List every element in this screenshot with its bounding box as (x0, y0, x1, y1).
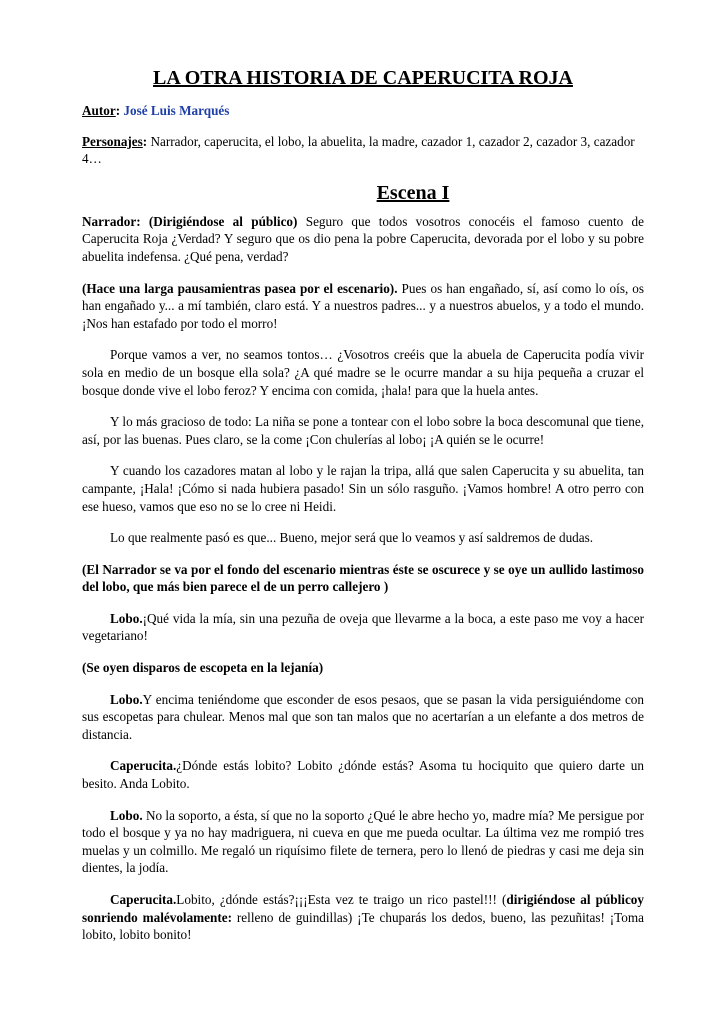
paragraph-lobo-2 (82, 691, 644, 744)
characters-line: Personajes: Narrador, caperucita, el lobo, la abuelita, la madre, cazador 1, cazador 2, cazador 3, cazador 4… (82, 133, 635, 167)
paragraph-caperucita-2-text-b: relleno de guindillas) ¡Te chuparás los dedos, bueno, las pezuñitas! ¡Toma lobito, lobito bonito! (82, 909, 645, 943)
paragraph-2-text: Pues os han engañado, sí, así como lo oís, os han engañado y... a mí también, claro está. Y a nuestros padres... y a nuestros abuelos, y a todo el mundo. ¡Nos han estafado por todo el morro! (82, 280, 645, 331)
stage-direction: (Hace una larga pausamientras pasea por el escenario). (82, 280, 398, 296)
paragraph-lobo-3 (82, 807, 644, 877)
paragraph-1-text: Seguro que todos vosotros conocéis el famoso cuento de Caperucita Roja ¿Verdad? Y seguro que os dio pena la pobre Caperucita, devorada por el lobo y su pobre abuelita indefensa. ¿Qué pena, verdad? (82, 213, 644, 264)
speaker-narrador: Narrador: (Dirigiéndose al público) (82, 213, 298, 229)
paragraph-6: Lo que realmente pasó es que... Bueno, mejor será que lo veamos y así saldremos de dudas. (110, 530, 594, 546)
author-name: José Luis Marqués (123, 103, 230, 118)
paragraph-caperucita-1-text: ¿Dónde estás lobito? Lobito ¿dónde estás? Asoma tu hociquito que quiero darte un besito. Anda Lobito. (82, 758, 644, 792)
speaker-caperucita: Caperucita. (110, 758, 177, 774)
characters-label: Personajes (82, 133, 143, 149)
speaker-caperucita: Caperucita. (110, 892, 177, 907)
stage-direction-narrador-exit: (El Narrador se va por el fondo del escenario mientras éste se oscurece y se oye un aullido lastimoso del lobo, que más bien parece el de un perro callejero ) (82, 561, 644, 595)
paragraph-caperucita-2-text-a: Lobito, ¿dónde estás?¡¡¡Esta vez te traigo un rico pastel!!! ( (176, 892, 507, 907)
paragraph-caperucita-1 (82, 757, 644, 792)
paragraph-2 (82, 280, 644, 333)
paragraph-1 (82, 213, 644, 266)
stage-direction-inline: dirigiéndose al públicoy sonriendo malévolamente: (82, 892, 644, 925)
stage-direction-disparos: (Se oyen disparos de escopeta en la lejanía) (82, 660, 324, 676)
paragraph-caperucita-2 (82, 891, 644, 944)
paragraph-lobo-1-text: ¡Qué vida la mía, sin una pezuña de oveja que llevarme a la boca, a este paso me voy a hacer vegetariano! (82, 610, 644, 644)
paragraph-5: Y cuando los cazadores matan al lobo y le rajan la tripa, allá que salen Caperucita y su abuelita, tan campante, ¡Hala! ¡Cómo si nada hubiera pasado! Sin un sólo rasguño. ¡Vamos hombre! A otro perro con ese hueso, vamos que eso no se lo cree ni Heidi. (82, 463, 644, 514)
speaker-lobo: Lobo. (110, 610, 143, 626)
characters-text: Narrador, caperucita, el lobo, la abuelita, la madre, cazador 1, cazador 2, cazador 3, cazador 4… (82, 133, 635, 167)
speaker-lobo: Lobo. (110, 691, 143, 707)
paragraph-3: Porque vamos a ver, no seamos tontos… ¿Vosotros creéis que la abuela de Caperucita podía vivir sola en medio de un bosque ella sola? ¿A qué madre se le ocurre mandar a su hija pequeña a cruzar el bosque donde vive el lobo feroz? Y encima con comida, ¡hala! para que la huela antes. (82, 347, 644, 398)
speaker-lobo: Lobo. (110, 807, 143, 823)
author-label: Autor (82, 103, 116, 118)
scene-title: Escena I (376, 181, 450, 204)
paragraph-lobo-2-text: Y encima teniéndome que esconder de esos pesaos, que se pasan la vida persiguiéndome con sus escopetas para chulear. Menos mal que son tan malos que no acertarían a un elefante a dos metros de distancia. (82, 691, 644, 742)
author-line: Autor: José Luis Marqués (82, 103, 230, 118)
paragraph-4: Y lo más gracioso de todo: La niña se pone a tontear con el lobo sobre la boca descomunal que tiene, así, por las buenas. Pues claro, se la come ¡Con chulerías al lobo¡ ¡A quién se le ocurre! (82, 414, 644, 447)
paragraph-lobo-1 (82, 610, 644, 645)
document-title: LA OTRA HISTORIA DE CAPERUCITA ROJA (153, 67, 573, 89)
paragraph-lobo-3-text: No la soporto, a ésta, sí que no la soporto ¿Qué le abre hecho yo, madre mía? Me persigue por todo el bosque y ya no hay madriguera, ni cueva en que me pueda ocultar. La última vez me rompió tres muelas y un colmillo. Me regaló un riquísimo filete de ternera, pero lo llenó de piedras y casi me deja sin dientes, la jodía. (82, 807, 644, 876)
